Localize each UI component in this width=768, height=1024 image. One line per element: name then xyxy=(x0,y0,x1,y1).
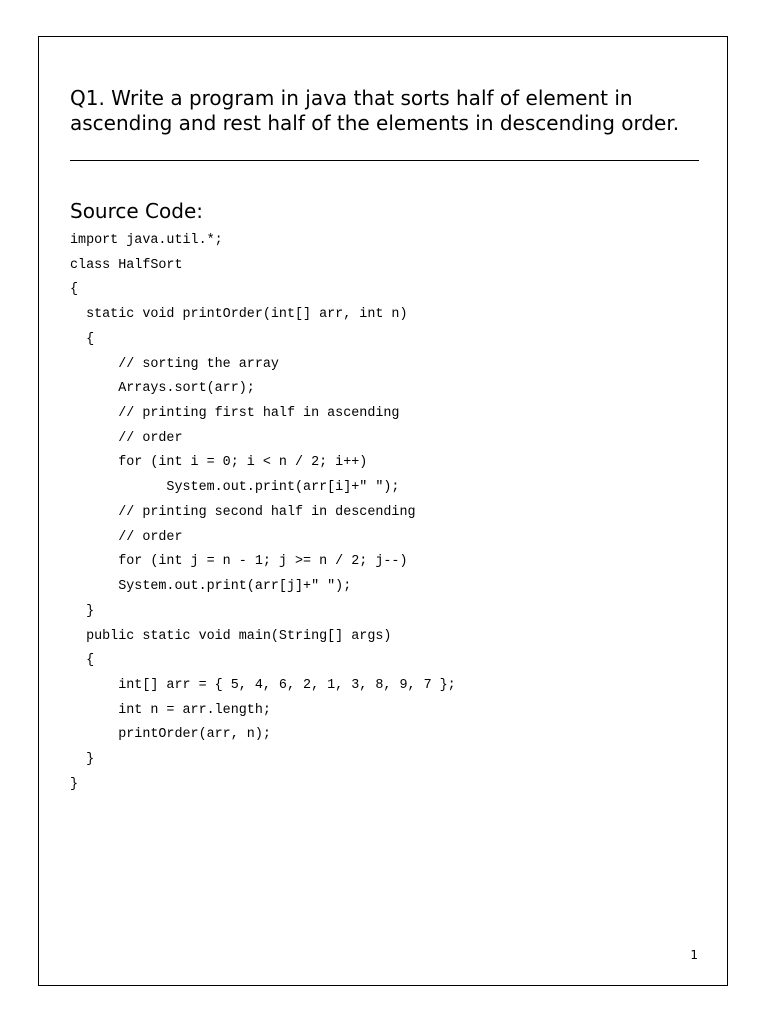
page-number: 1 xyxy=(690,948,698,962)
code-line: import java.util.*; xyxy=(70,233,223,248)
code-line: System.out.print(arr[i]+" "); xyxy=(70,480,400,496)
code-line: // order xyxy=(70,430,183,446)
source-code-block xyxy=(70,229,456,798)
code-line: for (int j = n - 1; j >= n / 2; j--) xyxy=(70,554,408,570)
code-line: } xyxy=(70,776,79,792)
code-line: // sorting the array xyxy=(70,356,279,372)
code-line: for (int i = 0; i < n / 2; i++) xyxy=(70,455,368,471)
code-line: static void printOrder(int[] arr, int n) xyxy=(70,307,408,323)
code-line: // order xyxy=(70,529,183,545)
code-line: { xyxy=(70,331,95,347)
question-text: Q1. Write a program in java that sorts half of element in ascending and rest half of the elements in descending order. xyxy=(70,86,680,135)
code-line: { xyxy=(70,282,79,298)
code-line: int n = arr.length; xyxy=(70,702,271,718)
code-line: { xyxy=(70,653,95,669)
document-page xyxy=(38,36,728,986)
section-heading: Source Code: xyxy=(70,199,203,223)
code-line: System.out.print(arr[j]+" "); xyxy=(70,579,352,595)
code-line: // printing first half in ascending xyxy=(70,406,400,422)
code-line: int[] arr = { 5, 4, 6, 2, 1, 3, 8, 9, 7 }; xyxy=(70,677,456,693)
code-line: // printing second half in descending xyxy=(70,504,416,520)
code-line: } xyxy=(70,752,95,768)
heading-divider xyxy=(70,160,699,161)
code-line: class HalfSort xyxy=(70,257,183,273)
code-line: Arrays.sort(arr); xyxy=(70,381,255,397)
code-line: } xyxy=(70,603,95,619)
code-line: printOrder(arr, n); xyxy=(70,727,271,743)
code-line: public static void main(String[] args) xyxy=(70,628,392,644)
